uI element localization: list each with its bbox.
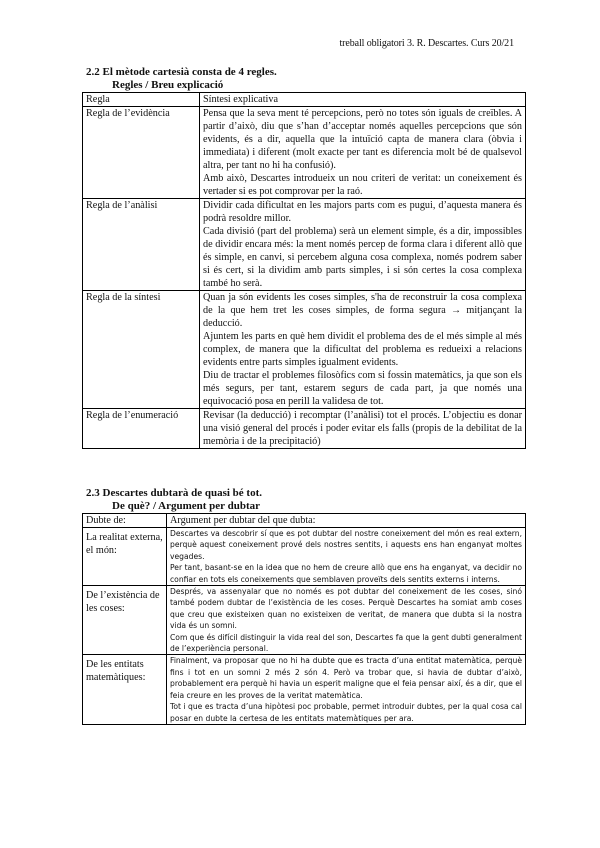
rule-name: Regla de l’anàlisi	[83, 199, 200, 291]
paragraph: Tot i que es tracta d’una hipòtesi poc probable, permet introduir dubtes, per la qual cosa cal posar en dubte la certesa de les entitats matemàtiques per ara.	[170, 702, 522, 723]
paragraph: Pensa que la seva ment té percepcions, però no totes són iguals de creïbles. A partir d’això, diu que s’han d’acceptar només aquelles percepcions que són evidents, és a dir, aquella que la intuïció capta de manera clara (òbvia i immediata) i diferent (molt exacte per tant es diferencia molt bé de qualsevol altra, per tant no hi ha confusió).	[203, 108, 522, 171]
paragraph: Dividir cada dificultat en les majors parts com es pugui, d’aquesta manera és podrà resoldre millor.	[203, 200, 522, 224]
paragraph: Revisar (la deducció) i recomptar (l’anàlisi) tot el procés. L’objectiu es donar una visió general del procés i poder evitar els falls (propis de la debilitat de la memòria i de la precipitació)	[203, 410, 522, 447]
table-row	[83, 586, 526, 655]
paragraph: Amb això, Descartes introdueix un nou criteri de veritat: un coneixement és vertader si es pot comprovar per la raó.	[203, 173, 522, 197]
paragraph: Com que és difícil distinguir la vida real del son, Descartes fa que la gent dubti generalment de l’experiència personal.	[170, 632, 522, 654]
column-header-argument: Argument per dubtar del que dubta:	[167, 514, 526, 528]
section-heading-doubt: 2.3 Descartes dubtarà de quasi bé tot.	[86, 487, 262, 499]
rule-explanation	[200, 107, 526, 199]
doubt-subject: De les entitats matemàtiques:	[83, 655, 167, 724]
doubt-subject: De l’existència de les coses:	[83, 586, 167, 655]
table-row	[83, 655, 526, 724]
paragraph: Després, va assenyalar que no només es pot dubtar del coneixement de les coses, sinó també podem dubtar de l’existència de les coses. Perquè Descartes ha somiat amb coses que creu que existeixen quan no existeixen de veritat, de manera que dubta si la nostra vida és un somni.	[170, 587, 522, 631]
doubt-argument	[167, 655, 526, 724]
paragraph: Descartes va descobrir sí que es pot dubtar del nostre coneixement del món es real extern, perquè aquest coneixement prové dels nostres sentits, i aquests ens han enganyat moltes vegades.	[170, 529, 522, 561]
section-subheading-rules: Regles / Breu explicació	[112, 79, 224, 91]
doubt-argument	[167, 586, 526, 655]
table-row	[83, 528, 526, 586]
column-header-doubt: Dubte de:	[83, 514, 167, 528]
column-header-rule: Regla	[83, 93, 200, 107]
table-row	[83, 409, 526, 449]
rule-explanation	[200, 409, 526, 449]
doubt-subject: La realitat externa, el món:	[83, 528, 167, 586]
section-subheading-doubt: De què? / Argument per dubtar	[112, 500, 260, 512]
table-row	[83, 107, 526, 199]
paragraph: Per tant, basant-se en la idea que no hem de creure allò que ens ha enganyat, va decidir no confiar en tots els coneixements que semblaven proveïts dels sentits externs i interns.	[170, 563, 522, 584]
rule-name: Regla de l’evidència	[83, 107, 200, 199]
paragraph: Quan ja són evidents les coses simples, s'ha de reconstruir la cosa complexa de la que hem tret les coses simples, de forma segura → mitjançant la deducció.	[203, 292, 522, 329]
doubt-argument	[167, 528, 526, 586]
rules-table	[82, 92, 526, 449]
table-header-row	[83, 514, 526, 528]
table-header-row	[83, 93, 526, 107]
rule-explanation	[200, 199, 526, 291]
section-heading-method: 2.2 El mètode cartesià consta de 4 regles.	[86, 66, 277, 78]
doubt-table	[82, 513, 526, 725]
table-row	[83, 199, 526, 291]
rule-name: Regla de l’enumeració	[83, 409, 200, 449]
page-header: treball obligatori 3. R. Descartes. Curs 20/21	[339, 38, 514, 49]
paragraph: Diu de tractar el problemes filosòfics com si fossin matemàtics, ja que son els més segurs, per tant, estarem segurs de cada part, ja que només una equivocació posa en perill la validesa de tot.	[203, 370, 522, 407]
column-header-summary: Síntesi explicativa	[200, 93, 526, 107]
paragraph: Cada divisió (part del problema) serà un element simple, és a dir, impossibles de dividir encara més: la ment només percep de forma clara i diferent allò que és simple, en canvi, si percebem alguna cosa complexa, només podrem saber si és cert, si la dividim amb parts simples, i si són certes la cosa complexa també ho serà.	[203, 226, 522, 289]
rule-name: Regla de la síntesi	[83, 291, 200, 409]
paragraph: Finalment, va proposar que no hi ha dubte que es tracta d’una entitat matemàtica, perquè fins i tot en un somni 2 més 2 són 4. Però va trobar que, si havia de dubtar d’això, probablement era perquè hi havia un esperit maligne que el feia pensar així, és a dir, que el feia creure en les proves de la veritat matemàtica.	[170, 656, 522, 700]
table-row	[83, 291, 526, 409]
rule-explanation	[200, 291, 526, 409]
paragraph: Ajuntem les parts en què hem dividit el problema des de el més simple al més complex, de manera que la dificultat del problema es redueixi a relacions evidents entre parts simples igualment evidents.	[203, 331, 522, 368]
